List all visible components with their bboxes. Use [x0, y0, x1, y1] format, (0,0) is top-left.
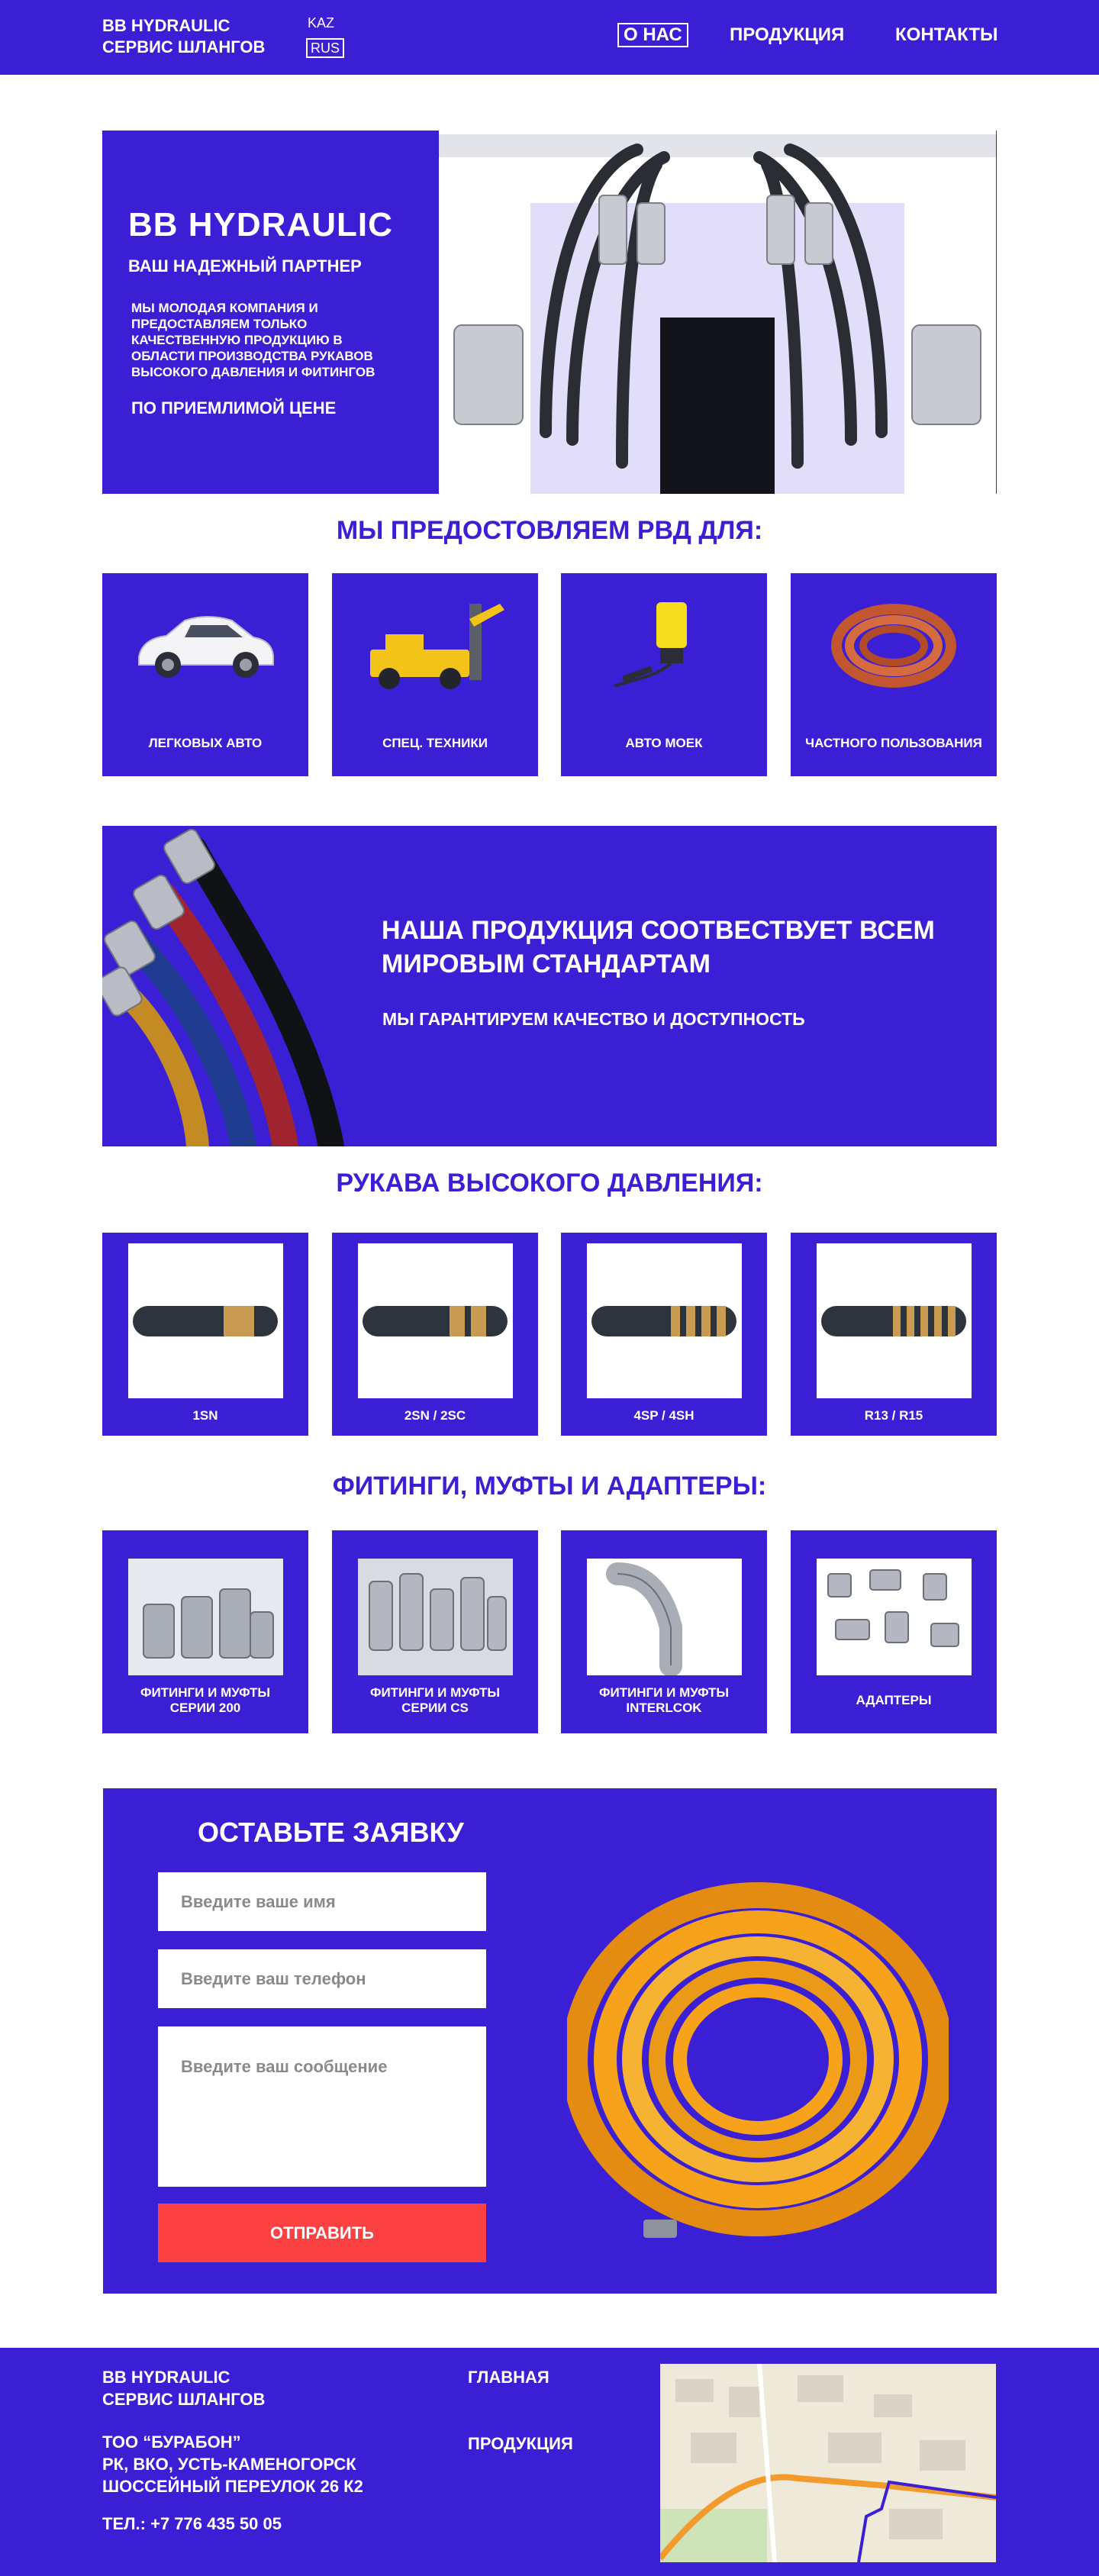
hero-description	[131, 300, 391, 380]
card-image-frame	[358, 1243, 513, 1398]
fittings-interlock-icon	[587, 1559, 742, 1675]
card-label: АДАПТЕРЫ	[856, 1693, 932, 1707]
hero-text-line: ОБЛАСТИ ПРОИЗВОДСТВА РУКАВОВ	[131, 349, 373, 363]
hose-1sn-icon	[128, 1243, 283, 1398]
orange-hose-coil-photo	[567, 1868, 949, 2265]
hero-subtitle: ВАШ НАДЕЖНЫЙ ПАРТНЕР	[128, 256, 362, 276]
footer-company-line: ТОО “БУРАБОН”	[102, 2433, 241, 2452]
fitting-card-interlock[interactable]	[561, 1530, 767, 1733]
name-input[interactable]: Введите ваше имя	[158, 1872, 486, 1931]
lang-rus-link[interactable]: RUS	[306, 38, 344, 58]
banner-title-line: МИРОВЫМ СТАНДАРТАМ	[382, 949, 711, 978]
footer-phone[interactable]: ТЕЛ.: +7 776 435 50 05	[102, 2514, 282, 2533]
car-icon	[131, 602, 279, 686]
hydraulic-hoses-photo	[439, 104, 996, 494]
nav-contacts[interactable]: КОНТАКТЫ	[895, 24, 998, 45]
hose-card-4sp[interactable]	[561, 1233, 767, 1436]
drilling-rig-icon	[355, 596, 515, 695]
banner-title	[382, 914, 962, 981]
card-image-frame	[817, 1559, 972, 1675]
fittings-200-icon	[128, 1559, 283, 1675]
hose-card-1sn[interactable]	[102, 1233, 308, 1436]
hose-card-2sn[interactable]	[332, 1233, 538, 1436]
rvd-card-car-wash[interactable]	[561, 573, 767, 776]
footer-company-address	[102, 2431, 363, 2497]
hero-price-note: ПО ПРИЕМЛИМОЙ ЦЕНЕ	[131, 398, 337, 418]
banner-title-line: НАША ПРОДУКЦИЯ СООТВЕСТВУЕТ ВСЕМ	[382, 916, 935, 945]
hose-2sn-icon	[358, 1243, 513, 1398]
card-label-line: ФИТИНГИ И МУФТЫ	[369, 1685, 501, 1700]
hose-bundle-photo	[102, 826, 346, 1146]
standards-banner	[102, 826, 997, 1146]
rvd-section-title: МЫ ПРЕДОСТОВЛЯЕМ РВД ДЛЯ:	[336, 516, 763, 545]
card-image-frame	[817, 1243, 972, 1398]
rvd-card-special-machinery[interactable]	[332, 573, 538, 776]
footer-brand-line: BB HYDRAULIC	[102, 2368, 230, 2387]
rvd-card-cars[interactable]	[102, 573, 308, 776]
rvd-card-private-use[interactable]	[791, 573, 997, 776]
brand-line-2: СЕРВИС ШЛАНГОВ	[102, 37, 266, 56]
lang-kaz-link[interactable]: KAZ	[308, 15, 335, 31]
card-label	[332, 1685, 538, 1716]
fitting-card-adapters[interactable]	[791, 1530, 997, 1733]
card-label-line: INTERLCOK	[626, 1701, 702, 1715]
card-image-frame	[128, 1559, 283, 1675]
card-label	[102, 1685, 308, 1716]
nav-about[interactable]: О НАС	[617, 23, 688, 47]
fitting-card-200[interactable]	[102, 1530, 308, 1733]
hose-4sp-icon	[587, 1243, 742, 1398]
header-logo[interactable]	[102, 15, 265, 58]
card-label-line: ФИТИНГИ И МУФТЫ	[140, 1685, 271, 1700]
banner-subtitle: МЫ ГАРАНТИРУЕМ КАЧЕСТВО И ДОСТУПНОСТЬ	[382, 1009, 805, 1029]
card-label-line: ФИТИНГИ И МУФТЫ	[598, 1685, 730, 1700]
card-label-line: СЕРИИ CS	[401, 1701, 469, 1715]
footer-brand-line: СЕРВИС ШЛАНГОВ	[102, 2390, 266, 2409]
hero-text-line: ВЫСОКОГО ДАВЛЕНИЯ И ФИТИНГОВ	[131, 365, 375, 379]
footer-brand	[102, 2366, 265, 2410]
fitting-card-cs[interactable]	[332, 1530, 538, 1733]
card-label: СПЕЦ. ТЕХНИКИ	[382, 736, 488, 750]
form-title: ОСТАВЬТЕ ЗАЯВКУ	[198, 1817, 464, 1848]
location-map[interactable]	[660, 2364, 996, 2562]
hero-text-line: МЫ МОЛОДАЯ КОМПАНИЯ И	[131, 301, 318, 315]
card-label: ЛЕГКОВЫХ АВТО	[148, 736, 263, 750]
card-label: 2SN / 2SC	[404, 1408, 466, 1423]
hose-r13-icon	[817, 1243, 972, 1398]
hero-text-line: ПРЕДОСТАВЛЯЕМ ТОЛЬКО	[131, 317, 308, 331]
phone-input[interactable]: Введите ваш телефон	[158, 1949, 486, 2008]
footer-company-line: РК, ВКО, УСТЬ-КАМЕНОГОРСК	[102, 2455, 356, 2474]
card-label	[561, 1685, 767, 1716]
hoses-section-title: РУКАВА ВЫСОКОГО ДАВЛЕНИЯ:	[336, 1169, 763, 1198]
footer-nav-main[interactable]: ГЛАВНАЯ	[468, 2368, 550, 2387]
footer-company-line: ШОССЕЙНЫЙ ПЕРЕУЛОК 26 К2	[102, 2477, 363, 2496]
message-textarea[interactable]: Введите ваш сообщение	[158, 2026, 486, 2187]
card-label-line: СЕРИИ 200	[169, 1701, 241, 1715]
fittings-section-title: ФИТИНГИ, МУФТЫ И АДАПТЕРЫ:	[332, 1472, 767, 1501]
card-image-frame	[587, 1559, 742, 1675]
hose-coil-icon	[829, 596, 959, 695]
card-label: R13 / R15	[864, 1408, 923, 1423]
hero-text-line: КАЧЕСТВЕННУЮ ПРОДУКЦИЮ В	[131, 333, 343, 347]
submit-button[interactable]: ОТПРАВИТЬ	[158, 2204, 486, 2262]
hero-title: BB HYDRAULIC	[128, 206, 393, 243]
card-label: ЧАСТНОГО ПОЛЬЗОВАНИЯ	[805, 736, 982, 750]
fittings-cs-icon	[358, 1559, 513, 1675]
hose-card-r13[interactable]	[791, 1233, 997, 1436]
nav-products[interactable]: ПРОДУКЦИЯ	[730, 24, 845, 45]
pressure-washer-icon	[607, 595, 721, 694]
brand-line-1: BB HYDRAULIC	[102, 16, 230, 35]
card-label: 4SP / 4SH	[633, 1408, 695, 1423]
adapters-icon	[817, 1559, 972, 1675]
card-label: АВТО МОЕК	[625, 736, 703, 750]
footer-nav-products[interactable]: ПРОДУКЦИЯ	[468, 2434, 573, 2453]
card-image-frame	[128, 1243, 283, 1398]
card-image-frame	[587, 1243, 742, 1398]
card-image-frame	[358, 1559, 513, 1675]
card-label: 1SN	[192, 1408, 218, 1423]
